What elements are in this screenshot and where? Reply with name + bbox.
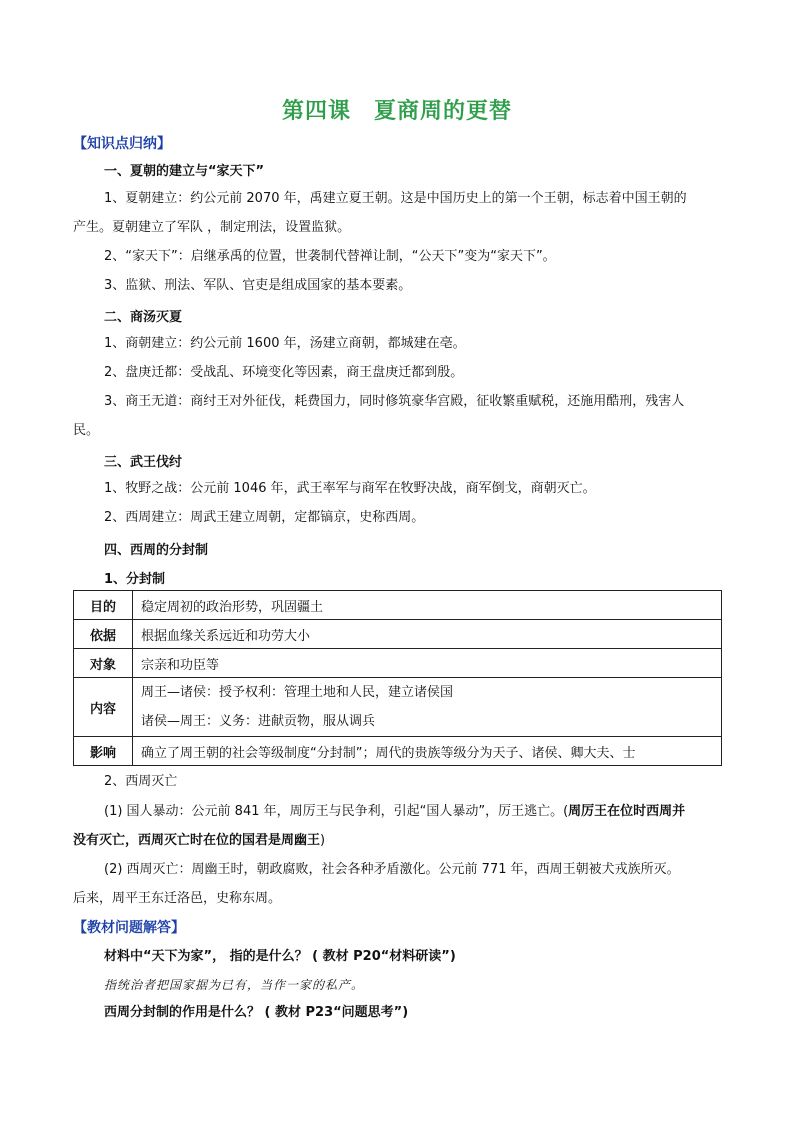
table-row [74, 620, 722, 649]
xia-para-1b: 产生。夏朝建立了军队 ，制定刑法，设置监狱。 [73, 220, 351, 235]
subheading-xizhou-miewang: 2、西周灭亡 [104, 774, 178, 789]
neirong-line-2: 诸侯—周王：义务：进献贡物，服从调兵 [141, 714, 376, 729]
shang-para-3a: 3、商王无道：商纣王对外征伐，耗费国力，同时修筑豪华宫殿，征收繁重赋税，还施用酷刑，残害人 [104, 394, 685, 409]
question-1: 材料中“天下为家”， 指的是什么？ ( 教材 P20“材料研读”) [104, 949, 456, 964]
wu-para-2: 2、西周建立：周武王建立周朝，定都镐京，史称西周。 [104, 510, 425, 525]
row-label-duixiang: 对象 [74, 649, 133, 678]
page-title: 第四课 夏商周的更替 [281, 99, 512, 124]
row-text-neirong [133, 678, 722, 737]
guoren-close-paren: ) [320, 833, 326, 848]
heading-wuwang: 三、武王伐纣 [104, 455, 183, 470]
wu-para-1: 1、牧野之战：公元前 1046 年，武王率军与商军在牧野决战，商军倒戈，商朝灭亡。 [104, 481, 596, 496]
miewang-para-a: (2) 西周灭亡：周幽王时，朝政腐败，社会各种矛盾激化。公元前 771 年，西周王朝被犬戎族所灭。 [104, 862, 680, 877]
row-label-yiju: 依据 [74, 620, 133, 649]
table-row [74, 678, 722, 737]
question-2: 西周分封制的作用是什么？ ( 教材 P23“问题思考”) [104, 1005, 409, 1020]
xia-para-1a: 1、夏朝建立：约公元前 2070 年，禹建立夏王朝。这是中国历史上的第一个王朝，标志着中国王朝的 [104, 191, 687, 206]
subheading-fenfeng: 1、分封制 [104, 572, 166, 587]
row-text-mudi: 稳定周初的政治形势，巩固疆土 [133, 591, 722, 620]
heading-shang: 二、商汤灭夏 [104, 310, 183, 325]
guoren-text: (1) 国人暴动：公元前 841 年，周厉王与民争利，引起“国人暴动”，厉王逃亡。( [104, 804, 569, 819]
xia-para-3: 3、监狱、刑法、军队、官吏是组成国家的基本要素。 [104, 278, 412, 293]
shang-para-1: 1、商朝建立：约公元前 1600 年，汤建立商朝，都城建在亳。 [104, 336, 466, 351]
fenfeng-table [73, 590, 722, 766]
row-text-yiju: 根据血缘关系远近和功劳大小 [133, 620, 722, 649]
row-label-neirong: 内容 [74, 678, 133, 737]
answer-1-handwritten: 指统治者把国家据为已有，当作一家的私产。 [104, 978, 365, 992]
heading-xia: 一、夏朝的建立与“家天下” [104, 164, 265, 179]
guoren-note-bold: 周厉王在位时西周并 [568, 804, 686, 819]
row-text-yingxiang: 确立了周王朝的社会等级制度“分封制”；周代的贵族等级分为天子、诸侯、卿大夫、士 [133, 737, 722, 766]
table-row [74, 649, 722, 678]
shang-para-3b: 民。 [73, 423, 100, 438]
heading-fenfeng: 四、西周的分封制 [104, 543, 209, 558]
neirong-line-1: 周王—诸侯：授予权利：管理土地和人民，建立诸侯国 [141, 685, 454, 700]
section-qa-tag: 【教材问题解答】 [73, 920, 185, 936]
guoren-para-a [104, 797, 685, 826]
guoren-note-bold-2: 没有灭亡，西周灭亡时在位的国君是周幽王 [73, 833, 321, 848]
section-knowledge-tag: 【知识点归纳】 [73, 136, 171, 152]
miewang-para-b: 后来，周平王东迁洛邑，史称东周。 [73, 891, 282, 906]
guoren-para-b [73, 826, 325, 855]
xia-para-2: 2、“家天下”：启继承禹的位置，世袭制代替禅让制，“公天下”变为“家天下”。 [104, 249, 556, 264]
row-label-mudi: 目的 [74, 591, 133, 620]
table-row [74, 591, 722, 620]
shang-para-2: 2、盘庚迁都：受战乱、环境变化等因素，商王盘庚迁都到殷。 [104, 365, 464, 380]
table-row [74, 737, 722, 766]
row-text-duixiang: 宗亲和功臣等 [133, 649, 722, 678]
row-label-yingxiang: 影响 [74, 737, 133, 766]
